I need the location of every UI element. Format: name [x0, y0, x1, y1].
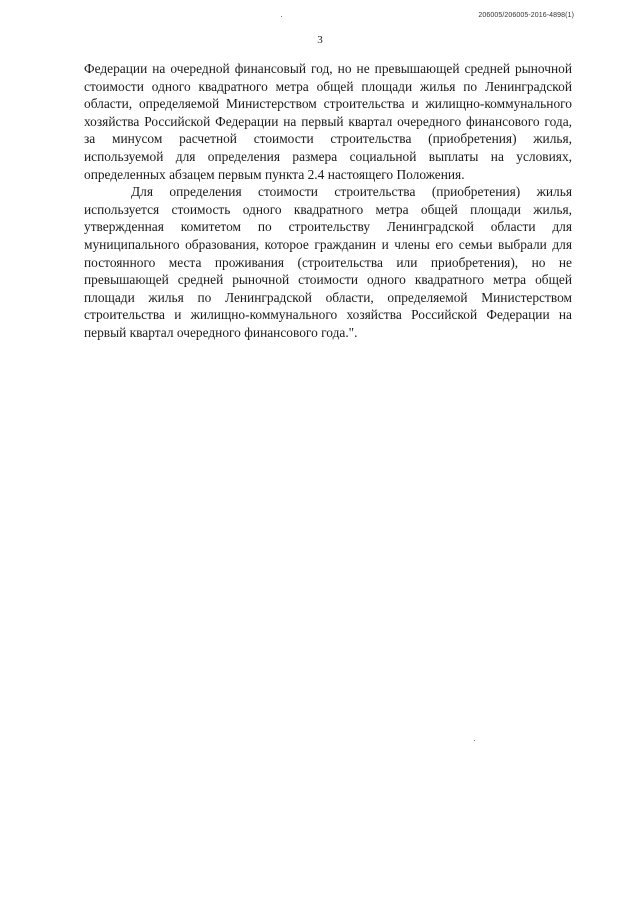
- page-number: 3: [317, 34, 323, 46]
- scan-speck: [281, 16, 282, 17]
- scan-speck: [474, 740, 475, 741]
- document-body: [84, 60, 572, 342]
- paragraph-1: Федерации на очередной финансовый год, но не превышающей средней рыночной стоимости одного квадратного метра общей площади жилья по Ленинградской области, определяемой Министерством строительства и жилищно-коммунального хозяйства Российской Федерации на первый квартал очередного финансового года, за минусом расчетной стоимости строительства (приобретения) жилья, используемой для определения размера социальной выплаты на условиях, определенных абзацем первым пункта 2.4 настоящего Положения.: [84, 61, 572, 182]
- document-id: 206005/206005-2016-4898(1): [478, 12, 574, 19]
- paragraph-2: Для определения стоимости строительства (приобретения) жилья используется стоимость одного квадратного метра общей площади жилья, утвержденная комитетом по строительству Ленинградской области для муниципального образования, которое гражданин и члены его семьи выбрали для постоянного места проживания (строительства или приобретения), но не превышающей средней рыночной стоимости одного квадратного метра общей площади жилья по Ленинградской области, определяемой Министерством строительства и жилищно-коммунального хозяйства Российской Федерации на первый квартал очередного финансового года.".: [84, 184, 572, 340]
